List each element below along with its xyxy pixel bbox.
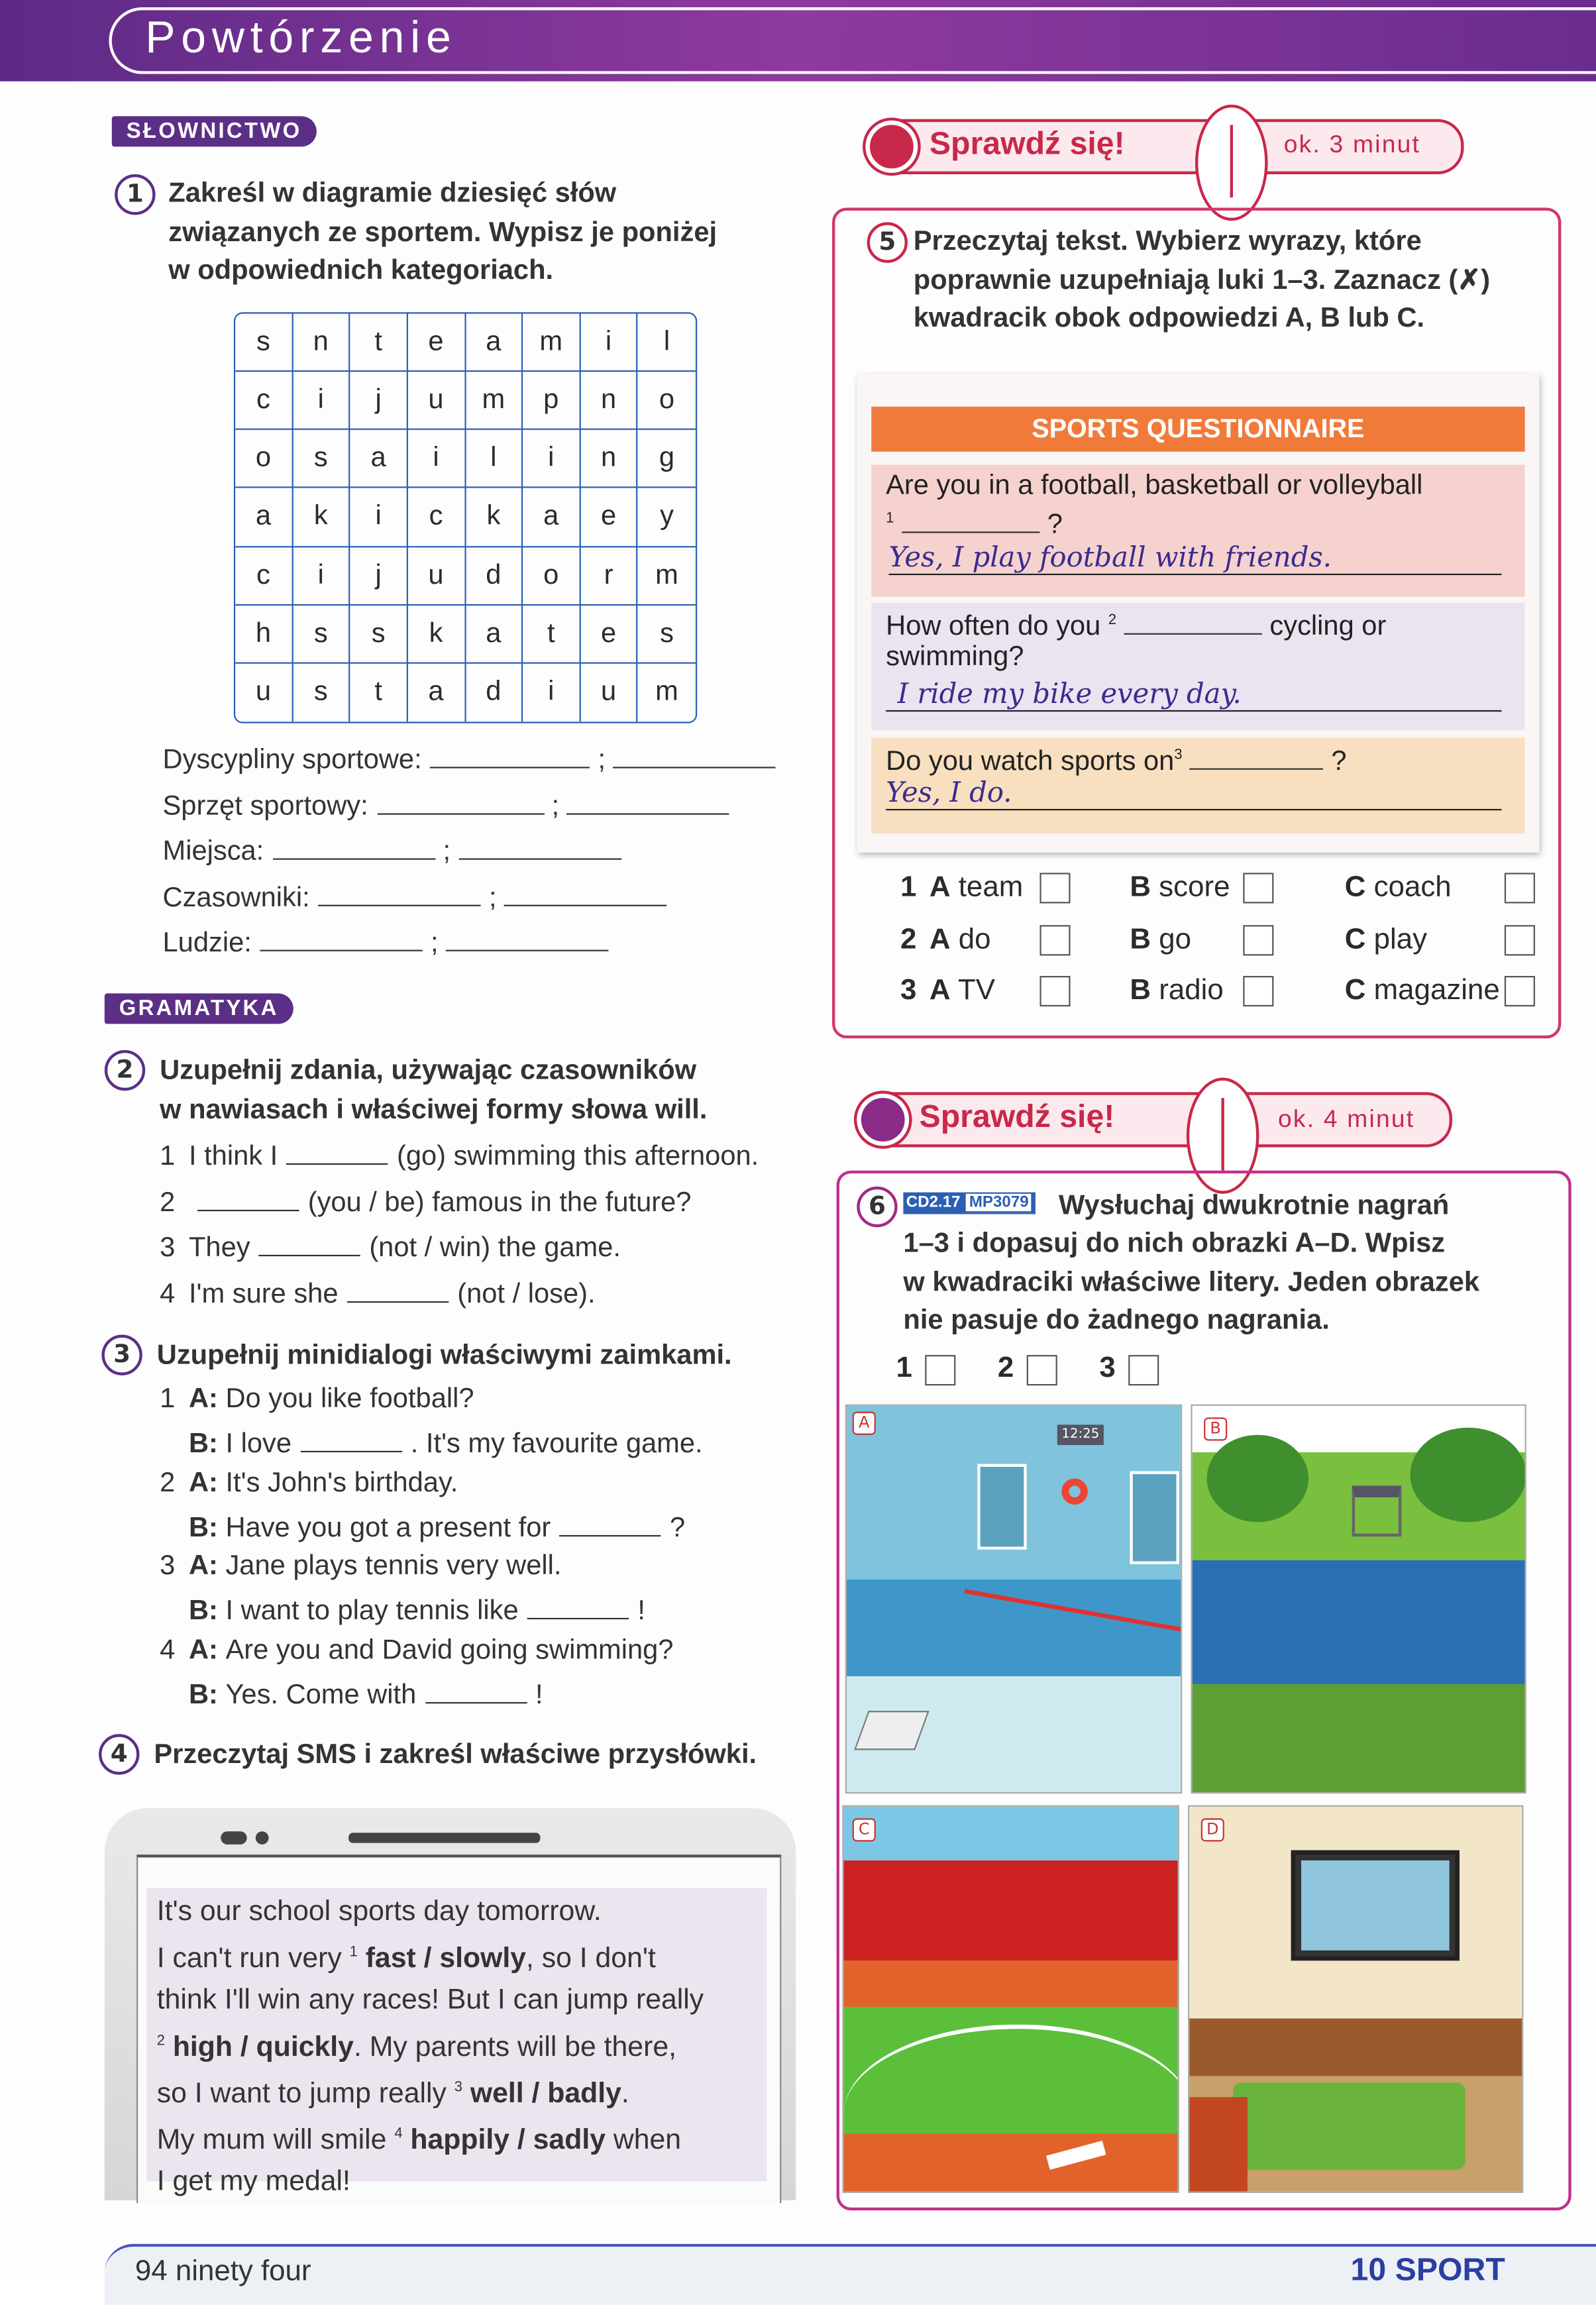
page-number-digits: 94 <box>134 2255 168 2288</box>
speaker-b: B: <box>188 1512 226 1543</box>
category-row <box>163 878 667 914</box>
option-word: do <box>958 923 991 955</box>
gap-3-blank[interactable] <box>1190 742 1324 770</box>
gazebo <box>1352 1485 1402 1536</box>
option-checkbox[interactable] <box>1505 976 1535 1006</box>
tree <box>1410 1428 1526 1522</box>
instruction-line: kwadracik obok odpowiedzi A, B lub C. <box>913 303 1425 335</box>
phone-sensor-icon <box>256 1831 269 1845</box>
check-yourself-label-1: Sprawdź się! <box>929 125 1125 162</box>
dialogue-line-b <box>189 1424 703 1461</box>
questionnaire-title: SPORTS QUESTIONNAIRE <box>871 407 1524 452</box>
sentence-text: They <box>188 1233 250 1264</box>
grid-cell[interactable]: d <box>466 547 523 605</box>
grid-cell[interactable]: c <box>408 488 466 547</box>
sentence-item <box>160 1275 595 1312</box>
section-tag-grammar: GRAMATYKA <box>105 993 293 1024</box>
dialogue-text: ! <box>637 1596 645 1627</box>
instruction-line: nie pasuje do żadnego nagrania. <box>903 1305 1330 1336</box>
category-row <box>163 832 621 869</box>
grid-cell[interactable]: h <box>235 605 293 663</box>
answer-blank[interactable] <box>197 1183 299 1211</box>
instruction-line: poprawnie uzupełniają luki 1–3. Zaznacz (✗) <box>913 265 1491 296</box>
answer-number: 1 <box>896 1352 912 1384</box>
option-checkbox[interactable] <box>1039 873 1070 903</box>
picture-d-living-room <box>1188 1805 1523 2193</box>
answer-blank[interactable] <box>567 786 730 814</box>
gap-number: 1 <box>349 1944 358 1960</box>
instruction-line: 1–3 i dopasuj do nich obrazki A–D. Wpisz <box>903 1228 1446 1260</box>
option-letter: B <box>1130 974 1151 1007</box>
option-letter: C <box>1344 871 1366 904</box>
option-c[interactable] <box>1345 871 1452 904</box>
option-word: TV <box>957 974 995 1007</box>
gap-1-blank[interactable] <box>902 506 1039 533</box>
grid-cell[interactable]: s <box>638 605 696 663</box>
grid-cell[interactable]: t <box>350 313 408 372</box>
question-text: cycling or <box>1269 611 1387 642</box>
dialogue-text: Yes. Come with <box>225 1680 417 1711</box>
answer-blank[interactable] <box>425 1675 526 1703</box>
item-number: 1 <box>160 1141 176 1172</box>
sms-line <box>157 2021 767 2068</box>
phone-speaker-icon <box>348 1833 540 1843</box>
red-dot-icon <box>865 121 918 173</box>
answer-blank[interactable] <box>259 1229 360 1257</box>
category-row <box>163 924 609 960</box>
page-number <box>135 2255 311 2288</box>
lifebuoy-icon <box>1061 1478 1087 1504</box>
page-title: Powtórzenie <box>145 11 457 63</box>
sms-line: It's our school sports day tomorrow. <box>156 1895 602 1927</box>
sofa <box>1189 2097 1248 2191</box>
sentence-item <box>160 1183 691 1220</box>
grid-cell[interactable]: d <box>466 663 523 722</box>
purple-dot-icon <box>857 1094 909 1146</box>
option-word: magazine <box>1373 974 1500 1007</box>
grid-cell[interactable]: k <box>466 488 523 547</box>
sms-text: , so I don't <box>526 1942 656 1974</box>
question-text: Are you in a football, basketball or volleyball <box>886 470 1423 502</box>
option-word: radio <box>1159 974 1224 1007</box>
grid-cell[interactable]: a <box>235 488 293 547</box>
picture-label-c: C <box>853 1818 876 1841</box>
separator: ; <box>435 836 458 867</box>
instruction-line: Uzupełnij zdania, używając czasowników <box>160 1055 697 1087</box>
grid-cell[interactable]: a <box>408 663 466 722</box>
grid-cell[interactable]: y <box>638 488 696 547</box>
answer-blank[interactable] <box>446 924 609 951</box>
grid-cell[interactable]: m <box>523 313 580 372</box>
question-text: ? <box>1331 746 1347 777</box>
option-b[interactable] <box>1130 975 1223 1008</box>
option-word: team <box>958 871 1024 904</box>
exercise-2-instruction <box>160 1053 707 1130</box>
grid-cell[interactable]: t <box>523 605 580 663</box>
speaker-b: B: <box>188 1596 226 1627</box>
picture-label-b: B <box>1204 1417 1227 1440</box>
item-number: 2 <box>160 1187 176 1218</box>
answer-1: Yes, I play football with friends. <box>889 542 1502 575</box>
option-word: score <box>1159 871 1230 904</box>
grid-cell[interactable]: e <box>408 313 466 372</box>
dialogue-line-a <box>160 1468 458 1499</box>
picture-label-d: D <box>1201 1818 1224 1841</box>
option-checkbox[interactable] <box>1243 873 1273 903</box>
grid-cell[interactable]: k <box>293 488 350 547</box>
grid-cell[interactable]: a <box>350 430 408 488</box>
instruction-line: związanych ze sportem. Wypisz je poniżej <box>168 217 718 248</box>
option-a[interactable] <box>930 975 995 1008</box>
dialogue-text: It's John's birthday. <box>225 1468 458 1499</box>
question-text: ? <box>1047 509 1063 541</box>
exercise-number-5: 5 <box>867 222 908 262</box>
instruction-line: Wysłuchaj dwukrotnie nagrań <box>1058 1191 1450 1222</box>
picture-b-lake <box>1191 1405 1526 1794</box>
grid-cell[interactable]: s <box>293 605 350 663</box>
grid-cell[interactable]: s <box>293 430 350 488</box>
grid-cell[interactable]: o <box>235 430 293 488</box>
grid-cell[interactable]: r <box>580 547 638 605</box>
question-text: How often do you <box>886 611 1101 642</box>
grid-cell[interactable]: m <box>638 547 696 605</box>
cd-track: CD2.17 <box>906 1193 961 1212</box>
adverb-choice-4[interactable]: happily / sadly <box>410 2123 606 2157</box>
gap-number: 4 <box>394 2126 403 2143</box>
answer-box[interactable] <box>1128 1355 1159 1385</box>
option-c[interactable] <box>1345 975 1500 1008</box>
sms-text: so I want to jump really <box>156 2077 447 2110</box>
answer-box[interactable] <box>1027 1355 1057 1385</box>
grid-cell[interactable]: n <box>580 430 638 488</box>
category-label: Miejsca: <box>162 836 264 867</box>
rug <box>1233 2082 1465 2170</box>
sms-text: . <box>621 2077 629 2110</box>
sentence-item <box>160 1137 759 1173</box>
answer-blank[interactable] <box>347 1275 449 1303</box>
speaker-a: A: <box>188 1468 226 1499</box>
grid-cell[interactable]: a <box>523 488 580 547</box>
grid-cell[interactable]: s <box>235 313 293 372</box>
dialogue-text: Are you and David going swimming? <box>225 1635 674 1666</box>
adverb-choice-1[interactable]: fast / slowly <box>365 1942 527 1974</box>
grid-cell[interactable]: a <box>466 605 523 663</box>
sms-text: I can't run very <box>156 1942 342 1974</box>
option-letter: A <box>929 871 951 904</box>
option-word: coach <box>1373 871 1452 904</box>
time-estimate-2: ok. 4 minut <box>1277 1105 1415 1133</box>
gap-number: 2 <box>156 2032 165 2049</box>
grid-cell[interactable]: j <box>350 372 408 430</box>
speaker-a: A: <box>188 1635 226 1666</box>
door <box>977 1464 1027 1550</box>
exercise-number-1: 1 <box>115 174 155 215</box>
grid-cell[interactable]: s <box>293 663 350 722</box>
answer-2: I ride my bike every day. <box>886 678 1501 712</box>
answer-blank[interactable] <box>559 1508 661 1536</box>
gap-number: 2 <box>1108 612 1117 629</box>
section-tag-vocabulary: SŁOWNICTWO <box>112 116 317 146</box>
grid-cell[interactable]: i <box>523 430 580 488</box>
answer-blank[interactable] <box>286 1137 388 1165</box>
item-number: 4 <box>160 1279 176 1311</box>
word-search-grid[interactable] <box>234 312 697 723</box>
option-checkbox[interactable] <box>1505 873 1535 903</box>
grid-cell[interactable]: i <box>293 547 350 605</box>
grid-cell[interactable]: s <box>350 605 408 663</box>
track-line <box>844 2025 1179 2193</box>
question-2 <box>871 603 1524 731</box>
answer-box[interactable] <box>925 1355 955 1385</box>
dialogue-text: I want to play tennis like <box>225 1596 519 1627</box>
option-letter: A <box>929 974 951 1007</box>
separator: ; <box>481 882 505 913</box>
question-3 <box>871 738 1524 834</box>
option-row-number: 3 <box>900 974 917 1007</box>
grid-cell[interactable]: i <box>408 430 466 488</box>
option-a[interactable] <box>930 871 1023 904</box>
grid-cell[interactable]: e <box>580 605 638 663</box>
adverb-choice-3[interactable]: well / badly <box>470 2077 621 2110</box>
exercise-4-instruction: Przeczytaj SMS i zakreśl właściwe przysłówki. <box>154 1740 757 1771</box>
instruction-line: w odpowiednich kategoriach. <box>168 255 554 286</box>
unit-number: 10 <box>1350 2251 1387 2288</box>
grid-cell[interactable]: o <box>638 372 696 430</box>
dialogue-line-a <box>160 1384 474 1416</box>
option-b[interactable] <box>1130 923 1191 956</box>
answer-blank[interactable] <box>431 741 590 769</box>
exercise-3-instruction: Uzupełnij minidialogi właściwymi zaimkami. <box>156 1340 732 1371</box>
question-1 <box>871 464 1524 596</box>
grid-cell[interactable]: u <box>408 372 466 430</box>
speaker-a: A: <box>188 1551 226 1582</box>
option-letter: B <box>1130 923 1151 955</box>
dialogue-text: I love <box>225 1428 292 1460</box>
gap-number: 3 <box>1174 747 1183 764</box>
sms-line: think I'll win any races! But I can jump really <box>156 1984 704 2016</box>
exercise-number-3: 3 <box>101 1334 142 1375</box>
option-row-number: 1 <box>900 871 917 904</box>
gap-2-blank[interactable] <box>1124 607 1262 635</box>
dialogue-text: ! <box>535 1680 543 1711</box>
exercise-6-instruction <box>903 1188 1449 1226</box>
dialogue-text: Have you got a present for <box>225 1512 551 1543</box>
option-word: play <box>1373 923 1428 955</box>
instruction-line: w kwadraciki właściwe litery. Jeden obrazek <box>903 1267 1480 1298</box>
option-letter: C <box>1344 923 1366 955</box>
sentence-text: (you / be) famous in the future? <box>307 1187 692 1218</box>
tv <box>1291 1850 1460 1961</box>
item-number: 3 <box>160 1233 176 1264</box>
instruction-line: Zakreśl w diagramie dziesięć słów <box>168 178 617 209</box>
speaker-b: B: <box>188 1428 226 1460</box>
grid-cell[interactable]: n <box>293 313 350 372</box>
dialogue-text: ? <box>670 1512 686 1543</box>
mp3-track: MP3079 <box>965 1193 1033 1213</box>
sms-text: when <box>605 2123 682 2157</box>
sms-text: My mum will smile <box>156 2123 387 2157</box>
instruction-line: Przeczytaj tekst. Wybierz wyrazy, które <box>913 226 1422 257</box>
phone-camera-icon <box>221 1831 246 1845</box>
option-checkbox[interactable] <box>1243 924 1273 955</box>
grid-cell[interactable]: u <box>408 547 466 605</box>
answer-blank[interactable] <box>458 832 621 860</box>
separator: ; <box>543 790 567 822</box>
picture-c-stadium <box>842 1805 1179 2193</box>
grid-cell[interactable]: e <box>580 488 638 547</box>
grid-cell[interactable]: m <box>655 676 678 708</box>
option-letter: C <box>1344 974 1366 1007</box>
answer-blank[interactable] <box>272 832 435 860</box>
answer-blank[interactable] <box>527 1591 629 1619</box>
exercise-5-instruction <box>914 224 1490 339</box>
grid-cell[interactable]: g <box>638 430 696 488</box>
lane-rope <box>964 1589 1182 1633</box>
check-yourself-label-2: Sprawdź się! <box>919 1098 1115 1134</box>
door <box>1130 1471 1179 1564</box>
grid-cell[interactable]: j <box>350 547 408 605</box>
category-row <box>163 786 730 823</box>
dialogue-text: Do you like football? <box>225 1383 474 1415</box>
sms-message <box>146 1888 767 2198</box>
exercise-number-6: 6 <box>857 1187 897 1227</box>
grid-cell[interactable]: c <box>235 547 293 605</box>
grid-cell[interactable]: t <box>350 663 408 722</box>
grid-cell[interactable]: c <box>235 372 293 430</box>
option-word: go <box>1159 923 1192 955</box>
category-label: Sprzęt sportowy: <box>162 790 368 822</box>
unit-title <box>1351 2251 1505 2289</box>
grid-cell[interactable]: i <box>350 488 408 547</box>
dialogue-line-a <box>160 1635 673 1666</box>
dialogue-line-b <box>189 1508 685 1544</box>
grid-cell[interactable]: i <box>523 663 580 722</box>
sms-line: I get my medal! <box>156 2165 350 2198</box>
grid-cell[interactable]: l <box>466 430 523 488</box>
question-text: Do you watch sports on <box>886 746 1175 777</box>
option-b[interactable] <box>1130 871 1230 904</box>
grid-cell[interactable]: n <box>580 372 638 430</box>
answer-number: 2 <box>997 1352 1014 1384</box>
page-number-words: ninety four <box>175 2255 311 2288</box>
wall-clock: 12:25 <box>1057 1424 1104 1445</box>
dialogue-line-b <box>189 1675 543 1711</box>
grid-cell[interactable]: p <box>523 372 580 430</box>
sentence-text: (go) swimming this afternoon. <box>396 1141 759 1172</box>
exercise-1-instruction <box>168 176 717 291</box>
option-checkbox[interactable] <box>1039 976 1070 1006</box>
gap-number: 3 <box>454 2079 462 2096</box>
picture-label-a: A <box>853 1412 876 1435</box>
speaker-a: A: <box>188 1383 226 1415</box>
adverb-choice-2[interactable]: high / quickly <box>172 2030 354 2063</box>
exercise-6-instruction-cont <box>903 1226 1479 1341</box>
grid-cell[interactable]: u <box>580 663 638 722</box>
answer-blank[interactable] <box>504 878 667 906</box>
answer-blank[interactable] <box>377 786 544 814</box>
sentence-text: I'm sure she <box>188 1279 339 1311</box>
sms-text: . My parents will be there, <box>353 2030 676 2063</box>
dialogue-line-b <box>189 1591 645 1628</box>
option-checkbox[interactable] <box>1505 924 1535 955</box>
sentence-item <box>160 1229 621 1265</box>
answer-blank[interactable] <box>300 1424 401 1452</box>
item-number: 4 <box>160 1635 176 1666</box>
unit-name: SPORT <box>1395 2251 1505 2288</box>
grid-cell[interactable]: m <box>466 372 523 430</box>
option-letter: B <box>1130 871 1151 904</box>
dialogue-text: Jane plays tennis very well. <box>225 1551 562 1582</box>
sentence-text: (not / win) the game. <box>369 1233 621 1264</box>
dialogue-line-a <box>160 1551 561 1583</box>
item-number: 1 <box>160 1383 176 1415</box>
category-label: Czasowniki: <box>162 882 310 913</box>
exercise-number-2: 2 <box>105 1050 145 1091</box>
sentence-text: I think I <box>188 1141 278 1172</box>
category-label: Dyscypliny sportowe: <box>162 745 422 776</box>
sentence-text: (not / lose). <box>457 1279 596 1311</box>
clock-icon <box>1195 105 1268 221</box>
answer-3: Yes, I do. <box>886 777 1501 810</box>
speaker-b: B: <box>188 1680 226 1711</box>
gap-number: 1 <box>886 510 894 527</box>
option-checkbox[interactable] <box>1039 924 1070 955</box>
sms-line <box>157 2068 767 2115</box>
answer-blank[interactable] <box>319 878 482 906</box>
answer-blank[interactable] <box>260 924 423 951</box>
grid-cell[interactable]: a <box>466 313 523 372</box>
grid-cell[interactable]: k <box>408 605 466 663</box>
grid-cell[interactable]: o <box>523 547 580 605</box>
tree <box>1207 1435 1308 1523</box>
option-row-number: 2 <box>900 923 917 955</box>
grid-cell[interactable]: i <box>580 313 638 372</box>
grid-cell[interactable]: i <box>293 372 350 430</box>
kickboard <box>854 1711 930 1750</box>
option-checkbox[interactable] <box>1243 976 1273 1006</box>
option-a[interactable] <box>930 923 991 956</box>
sms-line <box>157 1933 767 1980</box>
option-letter: A <box>929 923 951 955</box>
answer-blank[interactable] <box>613 741 776 769</box>
item-number: 3 <box>160 1551 176 1582</box>
grid-cell[interactable]: l <box>638 313 696 372</box>
answer-number: 3 <box>1099 1352 1116 1384</box>
time-estimate-1: ok. 3 minut <box>1283 131 1421 158</box>
category-row <box>163 741 776 777</box>
exercise-number-4: 4 <box>99 1734 139 1774</box>
option-c[interactable] <box>1345 923 1427 956</box>
picture-a-swimming-pool <box>845 1405 1183 1794</box>
sms-line <box>157 2115 767 2162</box>
separator: ; <box>590 745 613 776</box>
grid-cell[interactable]: u <box>235 663 293 722</box>
separator: ; <box>423 928 447 959</box>
item-number: 2 <box>160 1468 176 1499</box>
dialogue-text: . It's my favourite game. <box>410 1428 703 1460</box>
question-text: swimming? <box>886 641 1024 672</box>
category-label: Ludzie: <box>162 928 252 959</box>
instruction-line: w nawiasach i właściwej formy słowa will. <box>160 1094 708 1125</box>
